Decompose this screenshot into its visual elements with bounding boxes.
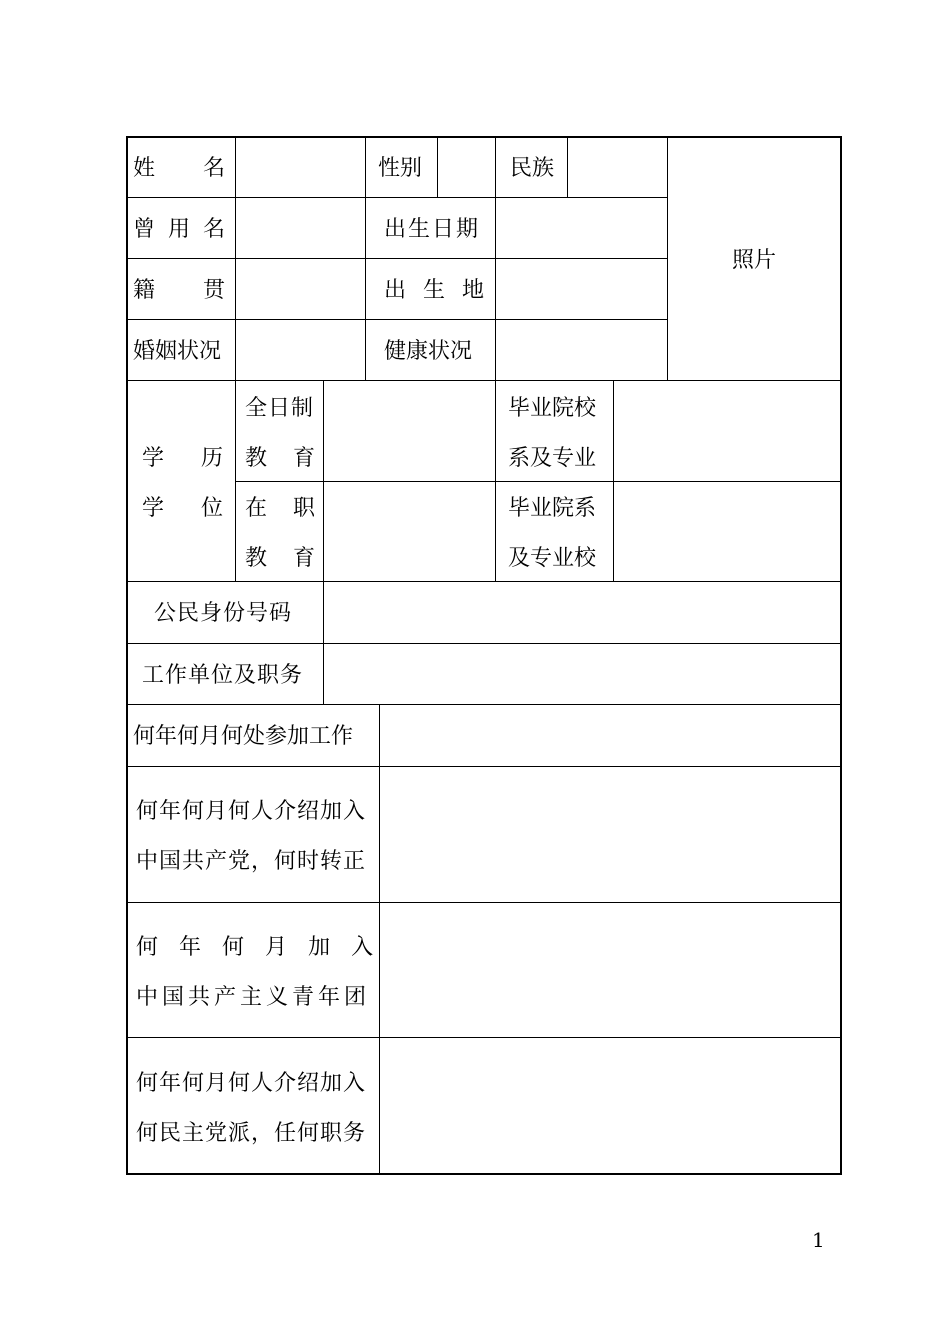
hline	[126, 258, 667, 259]
birth-place-char: 生	[423, 278, 446, 303]
hline	[126, 902, 842, 903]
cpc-join-line1: 何年何月何人介绍加入	[136, 799, 367, 824]
hline	[126, 581, 842, 582]
id-number-label: 公民身份号码	[154, 601, 293, 626]
parttime-label-line1-a: 在	[245, 496, 268, 521]
league-char: 年	[179, 935, 202, 960]
hline	[126, 643, 842, 644]
border-left	[126, 136, 128, 1175]
gender-label: 性别	[378, 156, 423, 181]
vline	[379, 704, 380, 1174]
hline	[126, 1037, 842, 1038]
education-label-2: 历	[201, 446, 224, 471]
hline	[126, 766, 842, 767]
hline	[126, 319, 667, 320]
birth-place-char: 出	[384, 278, 407, 303]
name-label: 姓	[133, 156, 156, 181]
vline	[567, 136, 568, 198]
ethnicity-label: 民族	[510, 156, 555, 181]
league-char: 何	[222, 935, 245, 960]
league-char: 月	[265, 935, 288, 960]
vline	[323, 380, 324, 705]
border-top	[126, 136, 842, 138]
parttime-label-line2-a: 教	[245, 546, 268, 571]
league-char: 加	[308, 935, 331, 960]
former-name-char: 曾	[133, 217, 156, 242]
grad-school-parttime-line1: 毕业院系	[508, 496, 597, 521]
degree-label-1: 学	[142, 496, 165, 521]
birth-place-char: 地	[462, 278, 485, 303]
vline	[667, 136, 668, 381]
fulltime-label-line2-a: 教	[245, 446, 268, 471]
marital-status-label: 婚姻状况	[133, 339, 222, 364]
league-join-line2: 中国共产主义青年团	[136, 985, 371, 1010]
work-start-label: 何年何月何处参加工作	[133, 724, 354, 749]
hline	[236, 481, 842, 482]
league-join-line1	[136, 936, 373, 960]
vline	[437, 136, 438, 198]
vline	[365, 136, 366, 381]
vline	[495, 136, 496, 381]
native-place-label-2: 贯	[203, 278, 226, 303]
party-join-line2: 何民主党派，任何职务	[136, 1121, 367, 1146]
grad-school-fulltime-line2: 系及专业	[508, 446, 597, 471]
hline	[126, 197, 667, 198]
native-place-label-1: 籍	[133, 278, 156, 303]
fulltime-label-line1: 全日制	[245, 396, 315, 421]
vline	[613, 380, 614, 582]
former-name-char: 名	[203, 217, 226, 242]
hline	[126, 704, 842, 705]
birth-place-label	[384, 279, 484, 303]
birth-date-label: 出生日期	[384, 217, 481, 242]
border-bottom	[126, 1173, 842, 1175]
parttime-label-line1-b: 职	[293, 496, 316, 521]
work-unit-label: 工作单位及职务	[142, 663, 304, 688]
health-status-label: 健康状况	[384, 339, 473, 364]
vline	[235, 136, 236, 381]
border-right	[840, 136, 842, 1175]
vline	[235, 380, 236, 582]
former-name-char: 用	[168, 217, 191, 242]
fulltime-label-line2-b: 育	[293, 446, 316, 471]
name-label-2: 名	[203, 156, 226, 181]
cpc-join-line2: 中国共产党，何时转正	[136, 849, 367, 874]
degree-label-2: 位	[201, 496, 224, 521]
former-name-label	[133, 218, 225, 242]
parttime-label-line2-b: 育	[293, 546, 316, 571]
vline	[495, 380, 496, 582]
grad-school-fulltime-line1: 毕业院校	[508, 396, 597, 421]
party-join-line1: 何年何月何人介绍加入	[136, 1071, 367, 1096]
photo-label: 照片	[732, 248, 777, 273]
hline	[126, 380, 842, 381]
league-char: 何	[136, 935, 159, 960]
page-number: 1	[812, 1228, 825, 1252]
education-label-1: 学	[142, 446, 165, 471]
grad-school-parttime-line2: 及专业校	[508, 546, 597, 571]
league-char: 入	[351, 935, 374, 960]
